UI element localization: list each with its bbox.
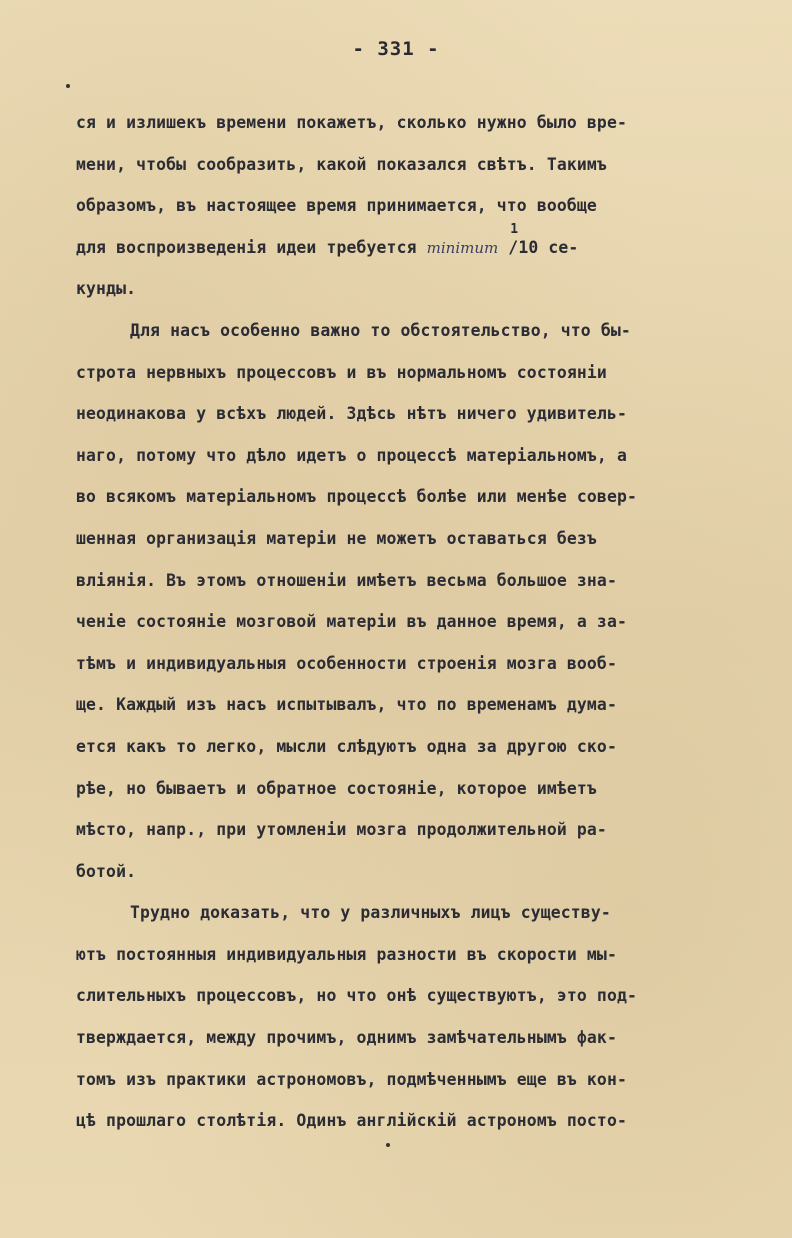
text-line: ботой. (76, 861, 137, 881)
fraction-denominator: 10 (518, 237, 539, 257)
text-segment: се- (548, 237, 579, 257)
text-line: тѣмъ и индивидуальныя особенности строенія мозга вооб- (76, 653, 617, 673)
fraction-numerator: 1 (510, 221, 519, 237)
text-line: Для насъ особенно важно то обстоятельство, что бы- (130, 320, 631, 340)
text-line-with-insert (76, 221, 768, 269)
page-number: - 331 - (352, 38, 440, 60)
text-line: ся и излишекъ времени покажетъ, сколько нужно было вре- (76, 113, 627, 132)
text-line: неодинакова у всѣхъ людей. Здѣсь нѣтъ ничего удивитель- (76, 404, 627, 424)
text-segment: для воспроизведенія идеи требуется (76, 237, 417, 257)
text-line: Трудно доказать, что у различныхъ лицъ существу- (130, 903, 611, 923)
text-line: ютъ постоянныя индивидуальныя разности въ скорости мы- (76, 944, 617, 964)
fraction: 1 /10 (508, 227, 538, 269)
text-line: мѣсто, напр., при утомленіи мозга продолжительной ра- (76, 820, 607, 840)
text-line: ще. Каждый изъ насъ испытывалъ, что по временамъ дума- (76, 695, 617, 715)
text-line: образомъ, въ настоящее время принимается, что вообще (76, 196, 597, 216)
handwritten-insert: minimum (426, 238, 499, 257)
ink-speck (66, 84, 70, 88)
text-line: томъ изъ практики астрономовъ, подмѣченнымъ еще въ кон- (76, 1069, 627, 1089)
text-line: кунды. (76, 279, 137, 299)
ink-speck (386, 1143, 390, 1147)
text-line: вліянія. Въ этомъ отношеніи имѣетъ весьма большое зна- (76, 570, 617, 590)
text-line: ется какъ то легко, мысли слѣдуютъ одна за другою ско- (76, 736, 617, 756)
text-line: цѣ прошлаго столѣтія. Одинъ англійскій астрономъ посто- (76, 1111, 627, 1131)
typed-text-body (76, 102, 768, 1142)
text-line: строта нервныхъ процессовъ и въ нормальномъ состояніи (76, 362, 607, 382)
text-line: шенная организація матеріи не можетъ оставаться безъ (76, 528, 597, 548)
text-line: слительныхъ процессовъ, но что онѣ существуютъ, это под- (76, 986, 638, 1006)
text-line: мени, чтобы сообразить, какой показался свѣтъ. Такимъ (76, 154, 607, 174)
text-line: ченіе состояніе мозговой матеріи въ данное время, а за- (76, 612, 627, 632)
text-line: наго, потому что дѣло идетъ о процессѣ матеріальномъ, а (76, 445, 627, 465)
text-line: во всякомъ матеріальномъ процессѣ болѣе или менѣе совер- (76, 487, 638, 507)
text-line: рѣе, но бываетъ и обратное состояніе, которое имѣетъ (76, 778, 597, 798)
text-line: тверждается, между прочимъ, однимъ замѣчательнымъ фак- (76, 1028, 617, 1048)
